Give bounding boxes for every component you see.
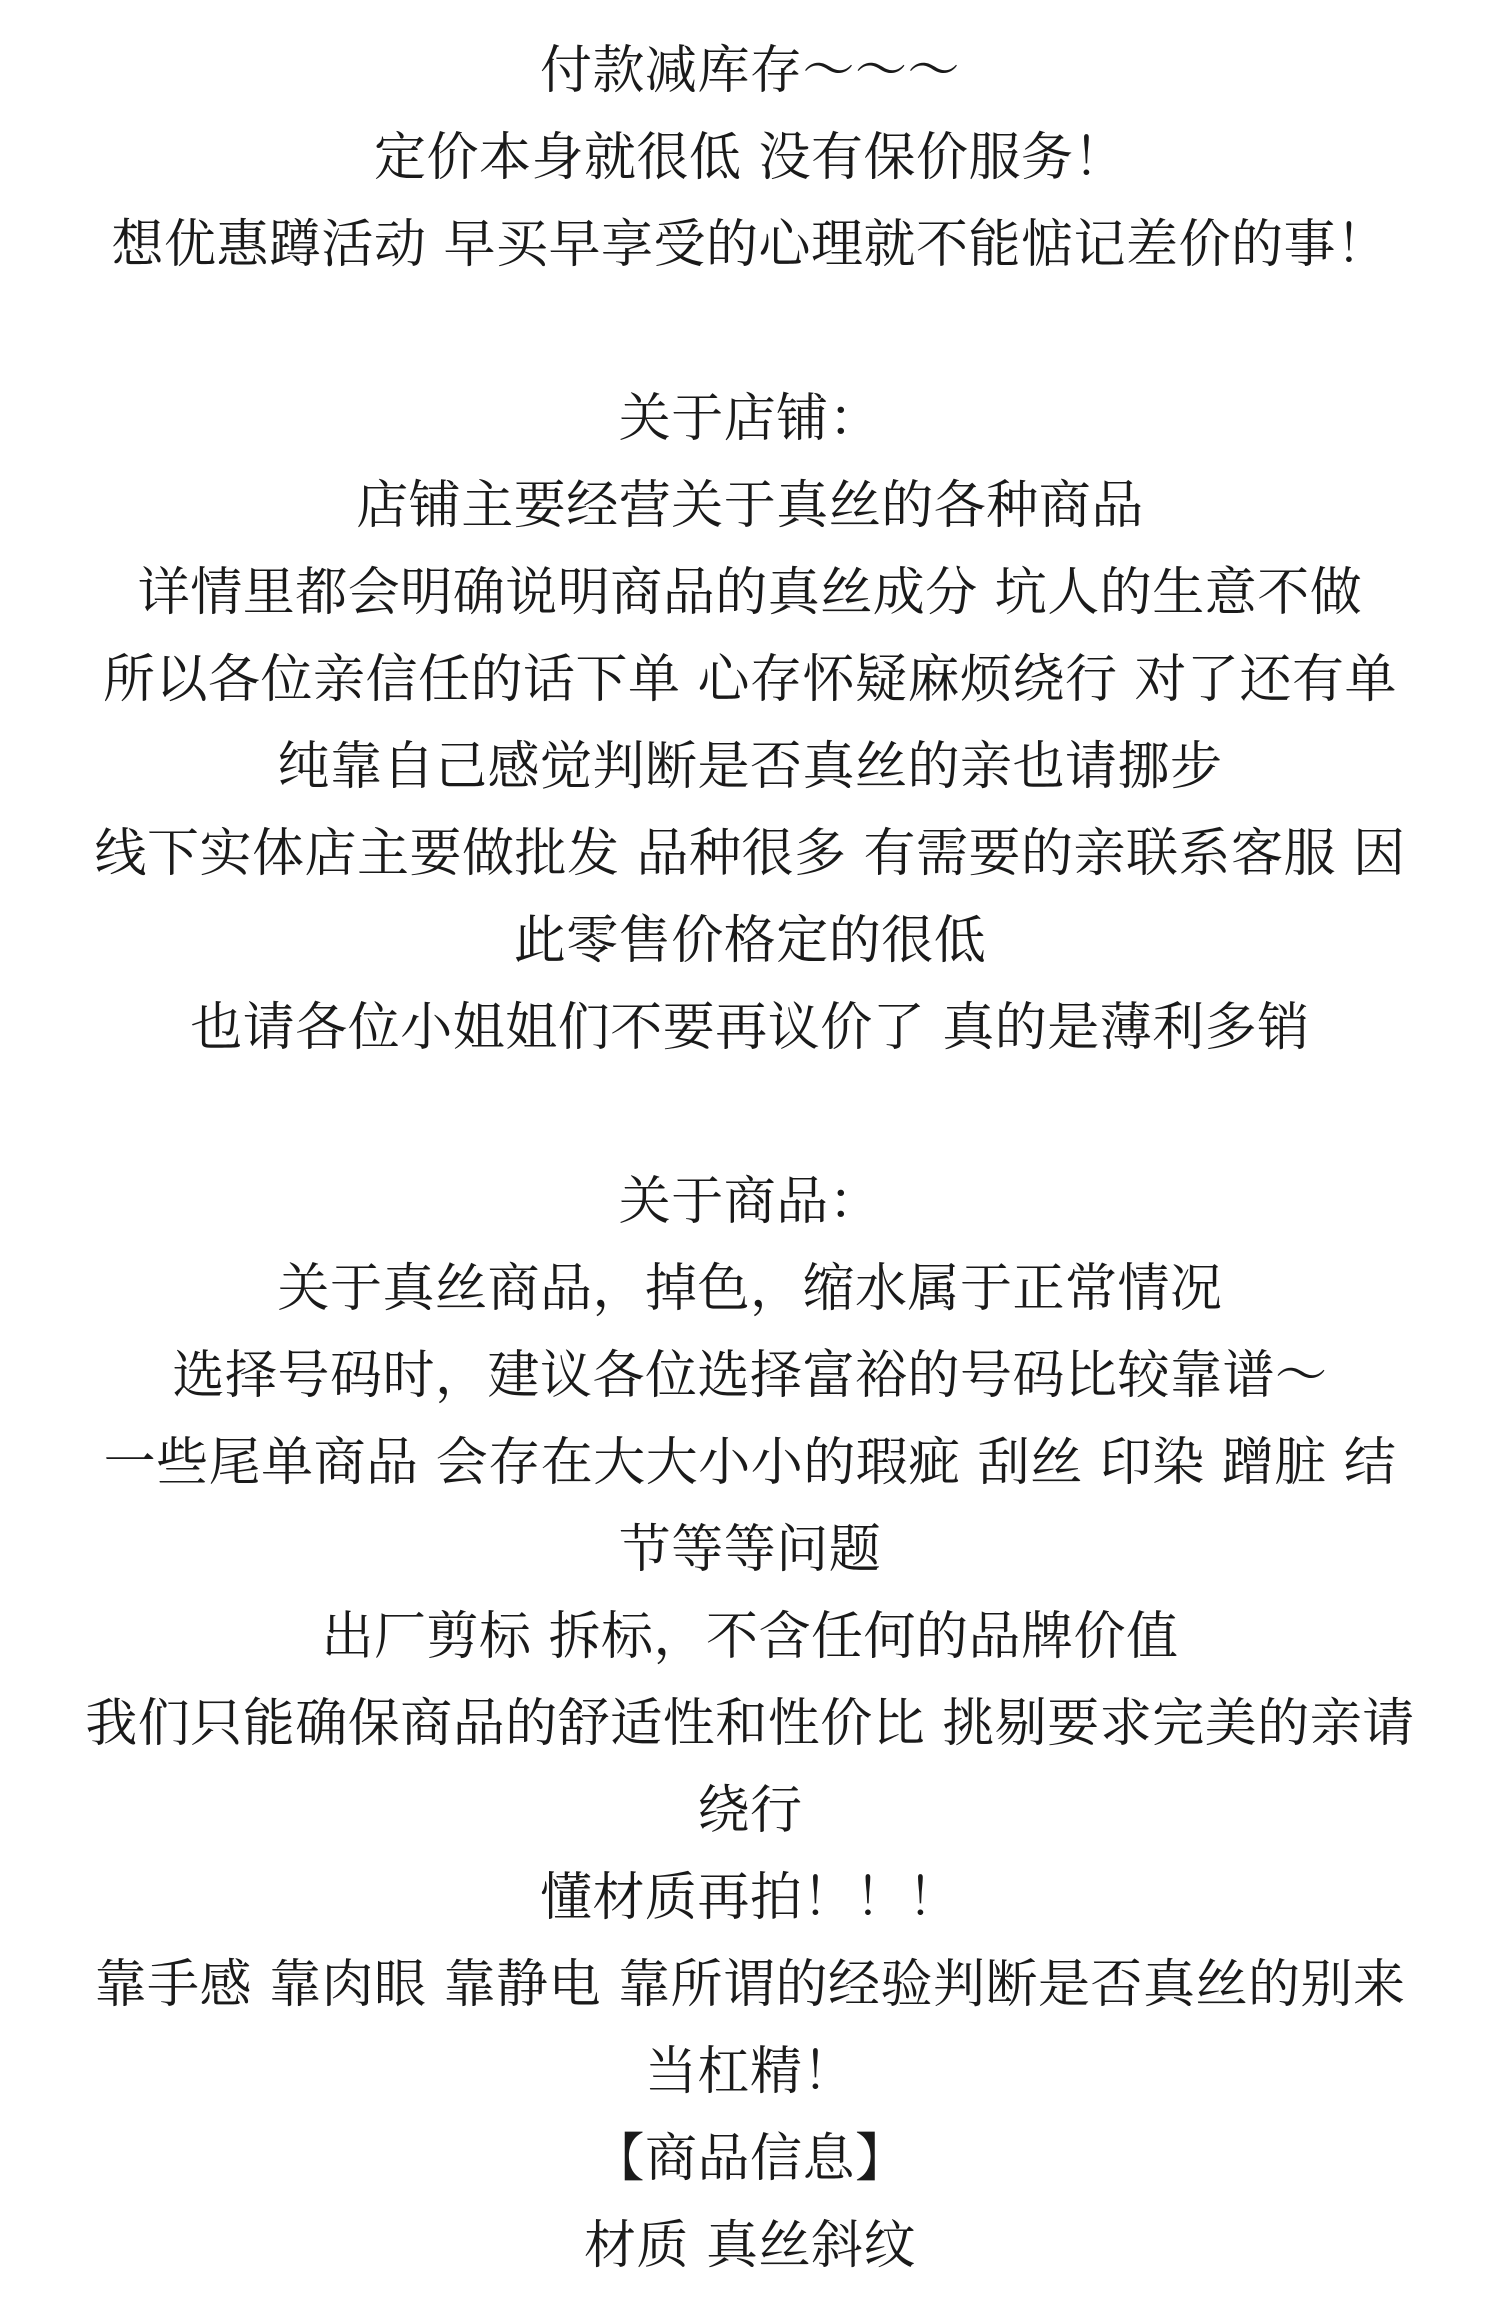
info-heading: 【商品信息】 (592, 2129, 908, 2189)
store-heading: 关于店铺： (618, 389, 882, 449)
product-line: 当杠精！ (644, 2042, 855, 2102)
store-line: 线下实体店主要做批发 品种很多 有需要的亲联系客服 因 (94, 824, 1406, 884)
product-section (0, 1159, 1500, 2116)
product-line: 懂材质再拍！！！ (539, 1868, 960, 1928)
section-spacer (0, 1072, 1500, 1159)
product-line: 关于真丝商品，掉色，缩水属于正常情况 (277, 1259, 1223, 1319)
product-line: 绕行 (697, 1781, 803, 1841)
store-line: 详情里都会明确说明商品的真丝成分 坑人的生意不做 (137, 563, 1363, 623)
store-section (0, 376, 1500, 1072)
store-line: 此零售价格定的很低 (513, 911, 987, 971)
store-line: 也请各位小姐姐们不要再议价了 真的是薄利多销 (190, 998, 1310, 1058)
intro-line: 定价本身就很低 没有保价服务！ (373, 128, 1127, 188)
intro-line: 想优惠蹲活动 早买早享受的心理就不能惦记差价的事！ (111, 215, 1389, 275)
store-line: 纯靠自己感觉判断是否真丝的亲也请挪步 (277, 737, 1223, 797)
store-line: 所以各位亲信任的话下单 心存怀疑麻烦绕行 对了还有单 (102, 650, 1398, 710)
product-line: 节等等问题 (618, 1520, 882, 1580)
intro-line: 付款减库存～～～ (539, 41, 960, 101)
material-line: 材质 真丝斜纹 (583, 2216, 917, 2276)
product-line: 一些尾单商品 会存在大大小小的瑕疵 刮丝 印染 蹭脏 结 (103, 1433, 1397, 1493)
store-line: 店铺主要经营关于真丝的各种商品 (356, 476, 1144, 536)
product-heading: 关于商品： (618, 1172, 882, 1232)
product-line: 出厂剪标 拆标，不含任何的品牌价值 (321, 1607, 1179, 1667)
section-spacer (0, 289, 1500, 376)
product-line: 靠手感 靠肉眼 靠静电 靠所谓的经验判断是否真丝的别来 (94, 1955, 1406, 2015)
product-line: 我们只能确保商品的舒适性和性价比 挑剔要求完美的亲请 (85, 1694, 1415, 1754)
intro-section (0, 28, 1500, 289)
product-line: 选择号码时，建议各位选择富裕的号码比较靠谱～ (172, 1346, 1328, 1406)
info-section (0, 2116, 1500, 2290)
